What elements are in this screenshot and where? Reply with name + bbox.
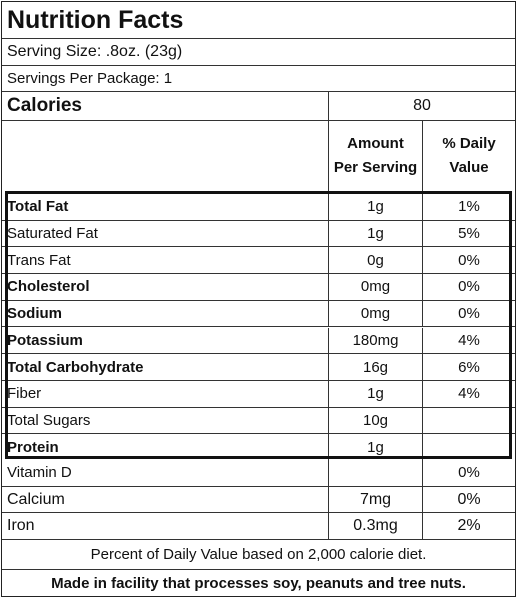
nutrient-name-trans-fat: Trans Fat bbox=[7, 251, 71, 269]
vitamin-row bbox=[2, 487, 515, 514]
nutrient-dv-cholesterol: 0% bbox=[422, 274, 515, 300]
nutrient-row bbox=[2, 247, 515, 274]
nutrient-row bbox=[2, 408, 515, 435]
nutrient-amount-total-carbohydrate: 16g bbox=[328, 354, 422, 380]
allergen-statement: Made in facility that processes soy, peanuts and tree nuts. bbox=[51, 574, 466, 592]
serving-size-row bbox=[2, 39, 515, 66]
daily-value-footnote: Percent of Daily Value based on 2,000 calorie diet. bbox=[2, 540, 515, 570]
daily-value-header: % Daily Value bbox=[422, 121, 515, 191]
vitamin-name-calcium: Calcium bbox=[7, 490, 65, 508]
calories-value: 80 bbox=[328, 92, 515, 120]
nutrient-row bbox=[2, 301, 515, 328]
nutrient-dv-protein bbox=[422, 434, 515, 461]
nutrient-dv-sodium: 0% bbox=[422, 301, 515, 327]
nutrient-dv-potassium: 4% bbox=[422, 328, 515, 354]
nutrient-amount-fiber: 1g bbox=[328, 381, 422, 407]
nutrient-dv-total-fat: 1% bbox=[422, 194, 515, 220]
nutrient-row bbox=[2, 381, 515, 408]
nutrient-name-total-carbohydrate: Total Carbohydrate bbox=[7, 358, 144, 376]
nutrient-name-protein: Protein bbox=[7, 439, 59, 457]
nutrient-dv-trans-fat: 0% bbox=[422, 247, 515, 273]
serving-size-text: Serving Size: .8oz. (23g) bbox=[7, 43, 183, 60]
nutrient-amount-cholesterol: 0mg bbox=[328, 274, 422, 300]
amount-per-serving-header: Amount Per Serving bbox=[328, 121, 422, 191]
nutrient-row bbox=[2, 221, 515, 248]
label-title: Nutrition Facts bbox=[7, 5, 184, 34]
vitamin-row bbox=[2, 513, 515, 540]
nutrient-row bbox=[2, 328, 515, 355]
nutrient-dv-fiber: 4% bbox=[422, 381, 515, 407]
nutrient-name-fiber: Fiber bbox=[7, 385, 42, 403]
nutrient-amount-protein: 1g bbox=[328, 434, 422, 461]
nutrient-name-saturated-fat: Saturated Fat bbox=[7, 225, 98, 243]
nutrient-row bbox=[2, 434, 515, 461]
nutrient-amount-total-fat: 1g bbox=[328, 194, 422, 220]
vitamin-row bbox=[2, 460, 515, 487]
nutrient-dv-total-sugars bbox=[422, 408, 515, 434]
servings-per-package-text: Servings Per Package: 1 bbox=[7, 70, 173, 87]
nutrient-name-total-fat: Total Fat bbox=[7, 198, 69, 216]
vitamin-amount-calcium: 7mg bbox=[328, 487, 422, 513]
calories-label: Calories bbox=[7, 95, 82, 116]
nutrient-amount-trans-fat: 0g bbox=[328, 247, 422, 273]
nutrient-row bbox=[2, 274, 515, 301]
nutrient-name-cholesterol: Cholesterol bbox=[7, 278, 90, 296]
nutrient-amount-sodium: 0mg bbox=[328, 301, 422, 327]
vitamin-dv-calcium: 0% bbox=[422, 487, 515, 513]
vitamin-name-iron: Iron bbox=[7, 517, 35, 535]
column-header-row bbox=[2, 121, 515, 191]
nutrient-dv-saturated-fat: 5% bbox=[422, 221, 515, 247]
vitamin-dv-vitamin-d: 0% bbox=[422, 460, 515, 486]
nutrient-dv-total-carbohydrate: 6% bbox=[422, 354, 515, 380]
title-row bbox=[2, 2, 515, 39]
vitamin-amount-iron: 0.3mg bbox=[328, 513, 422, 539]
nutrient-row bbox=[2, 354, 515, 381]
nutrient-amount-total-sugars: 10g bbox=[328, 408, 422, 434]
nutrient-amount-saturated-fat: 1g bbox=[328, 221, 422, 247]
calories-row bbox=[2, 92, 515, 121]
servings-per-package-row bbox=[2, 66, 515, 92]
nutrition-facts-label bbox=[1, 1, 516, 597]
vitamin-amount-vitamin-d bbox=[328, 460, 422, 486]
vitamin-name-vitamin-d: Vitamin D bbox=[7, 464, 72, 482]
nutrient-name-potassium: Potassium bbox=[7, 331, 83, 349]
vitamin-dv-iron: 2% bbox=[422, 513, 515, 539]
nutrient-amount-potassium: 180mg bbox=[328, 328, 422, 354]
nutrient-row bbox=[2, 194, 515, 221]
nutrient-name-total-sugars: Total Sugars bbox=[7, 411, 91, 429]
nutrient-name-sodium: Sodium bbox=[7, 305, 62, 323]
